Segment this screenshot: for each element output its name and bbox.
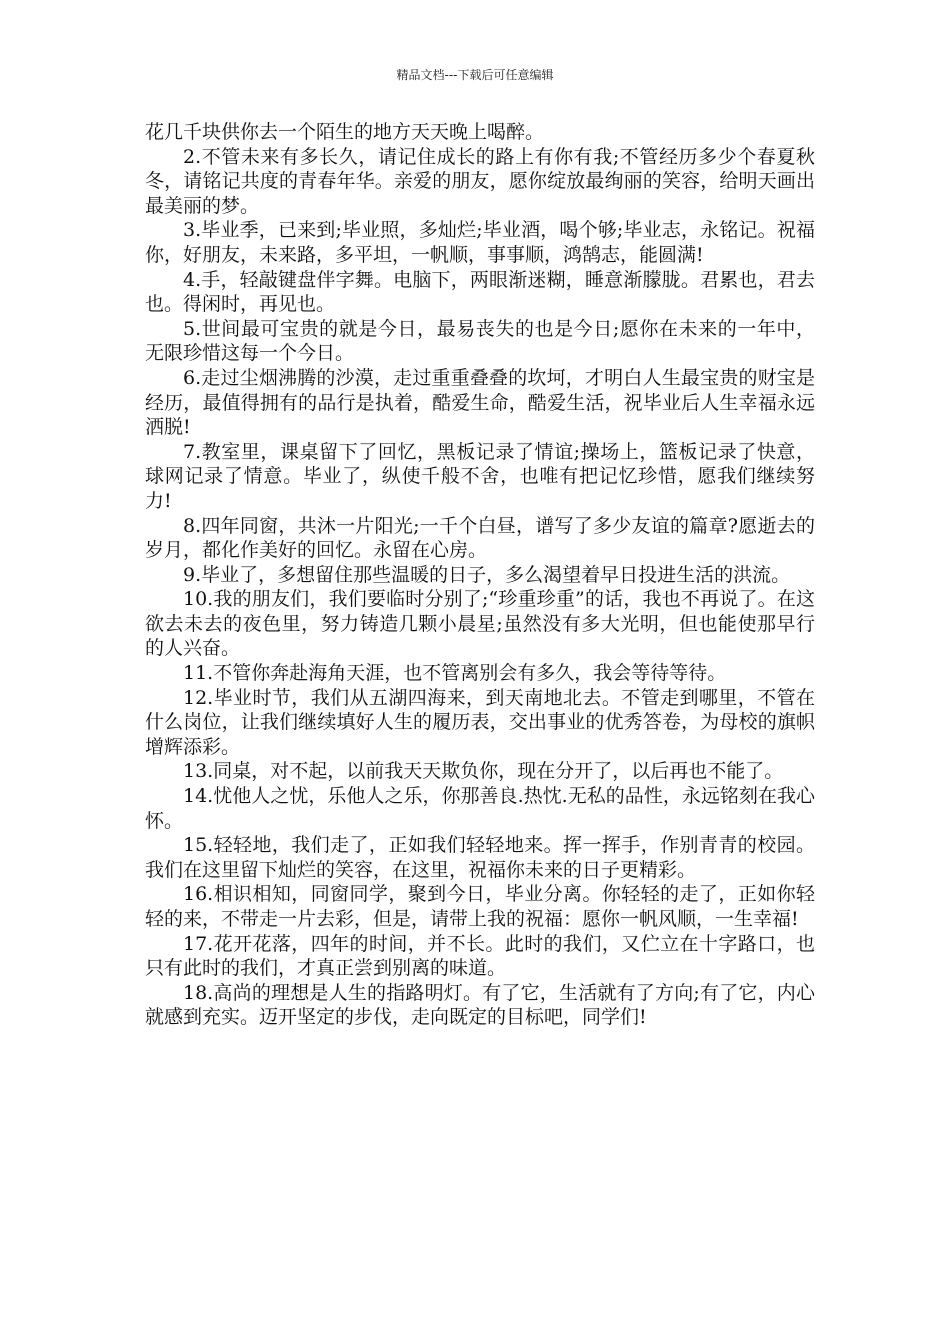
paragraph-item-12: 12.毕业时节，我们从五湖四海来，到天南地北去。不管走到哪里，不管在什么岗位，让我们继续填好人生的履历表，交出事业的优秀答卷，为母校的旗帜增辉添彩。 bbox=[145, 686, 815, 758]
paragraph-item-11: 11.不管你奔赴海角天涯，也不管离别会有多久，我会等待等待。 bbox=[183, 662, 727, 685]
paragraph-item-7: 7.教室里，课桌留下了回忆，黑板记录了情谊;操场上，篮板记录了快意，球网记录了情意。毕业了，纵使千般不舍，也唯有把记忆珍惜，愿我们继续努力! bbox=[145, 440, 815, 512]
paragraph-item-3: 3.毕业季，已来到;毕业照，多灿烂;毕业酒，喝个够;毕业志，永铭记。祝福你，好朋友，未来路，多平坦，一帆顺，事事顺，鸿鹄志，能圆满! bbox=[145, 219, 815, 266]
paragraph-item-10: 10.我的朋友们，我们要临时分别了;“珍重珍重”的话，我也不再说了。在这欲去未去的夜色里，努力铸造几颗小晨星;虽然没有多大光明，但也能使那早行的人兴奋。 bbox=[145, 588, 815, 660]
paragraph-item-4: 4.手，轻敲键盘伴字舞。电脑下，两眼渐迷糊，睡意渐朦胧。君累也，君去也。得闲时，再见也。 bbox=[145, 268, 815, 316]
paragraph-item-9: 9.毕业了，多想留住那些温暖的日子，多么渴望着早日投进生活的洪流。 bbox=[183, 563, 791, 586]
paragraph-item-17: 17.花开花落，四年的时间，并不长。此时的我们，又伫立在十字路口，也只有此时的我们，才真正尝到别离的味道。 bbox=[145, 932, 815, 980]
paragraph-item-6: 6.走过尘烟沸腾的沙漠，走过重重叠叠的坎坷，才明白人生最宝贵的财宝是经历，最值得拥有的品行是执着，酷爱生命，酷爱生活，祝毕业后人生幸福永远洒脱! bbox=[145, 366, 815, 439]
paragraph-item-15: 15.轻轻地，我们走了，正如我们轻轻地来。挥一挥手，作别青青的校园。我们在这里留下灿烂的笑容，在这里，祝福你未来的日子更精彩。 bbox=[145, 834, 815, 881]
paragraph-item-8: 8.四年同窗，共沐一片阳光;一千个白昼，谱写了多少友谊的篇章?愿逝去的岁月，都化作美好的回忆。永留在心房。 bbox=[145, 514, 815, 562]
paragraph-item-14: 14.忧他人之忧，乐他人之乐，你那善良.热忱.无私的品性，永远铭刻在我心怀。 bbox=[145, 785, 815, 832]
paragraph-item-18: 18.高尚的理想是人生的指路明灯。有了它，生活就有了方向;有了它，内心就感到充实。迈开坚定的步伐，走向既定的目标吧，同学们! bbox=[145, 981, 815, 1029]
page-header: 精品文档---下载后可任意编辑 bbox=[396, 68, 554, 82]
paragraph-continuation: 花几千块供你去一个陌生的地方天天晚上喝醉。 bbox=[145, 121, 545, 143]
paragraph-item-13: 13.同桌，对不起，以前我天天欺负你，现在分开了，以后再也不能了。 bbox=[183, 760, 784, 783]
paragraph-item-2: 2.不管未来有多长久，请记住成长的路上有你有我;不管经历多少个春夏秋冬，请铭记共度的青春年华。亲爱的朋友，愿你绽放最绚丽的笑容，给明天画出最美丽的梦。 bbox=[145, 145, 815, 217]
document-body bbox=[145, 120, 815, 1030]
paragraph-item-16: 16.相识相知，同窗同学，聚到今日，毕业分离。你轻轻的走了，正如你轻轻的来，不带走一片去彩，但是，请带上我的祝福：愿你一帆风顺，一生幸福! bbox=[145, 883, 815, 930]
paragraph-item-5: 5.世间最可宝贵的就是今日，最易丧失的也是今日;愿你在未来的一年中，无限珍惜这每一个今日。 bbox=[145, 317, 815, 365]
